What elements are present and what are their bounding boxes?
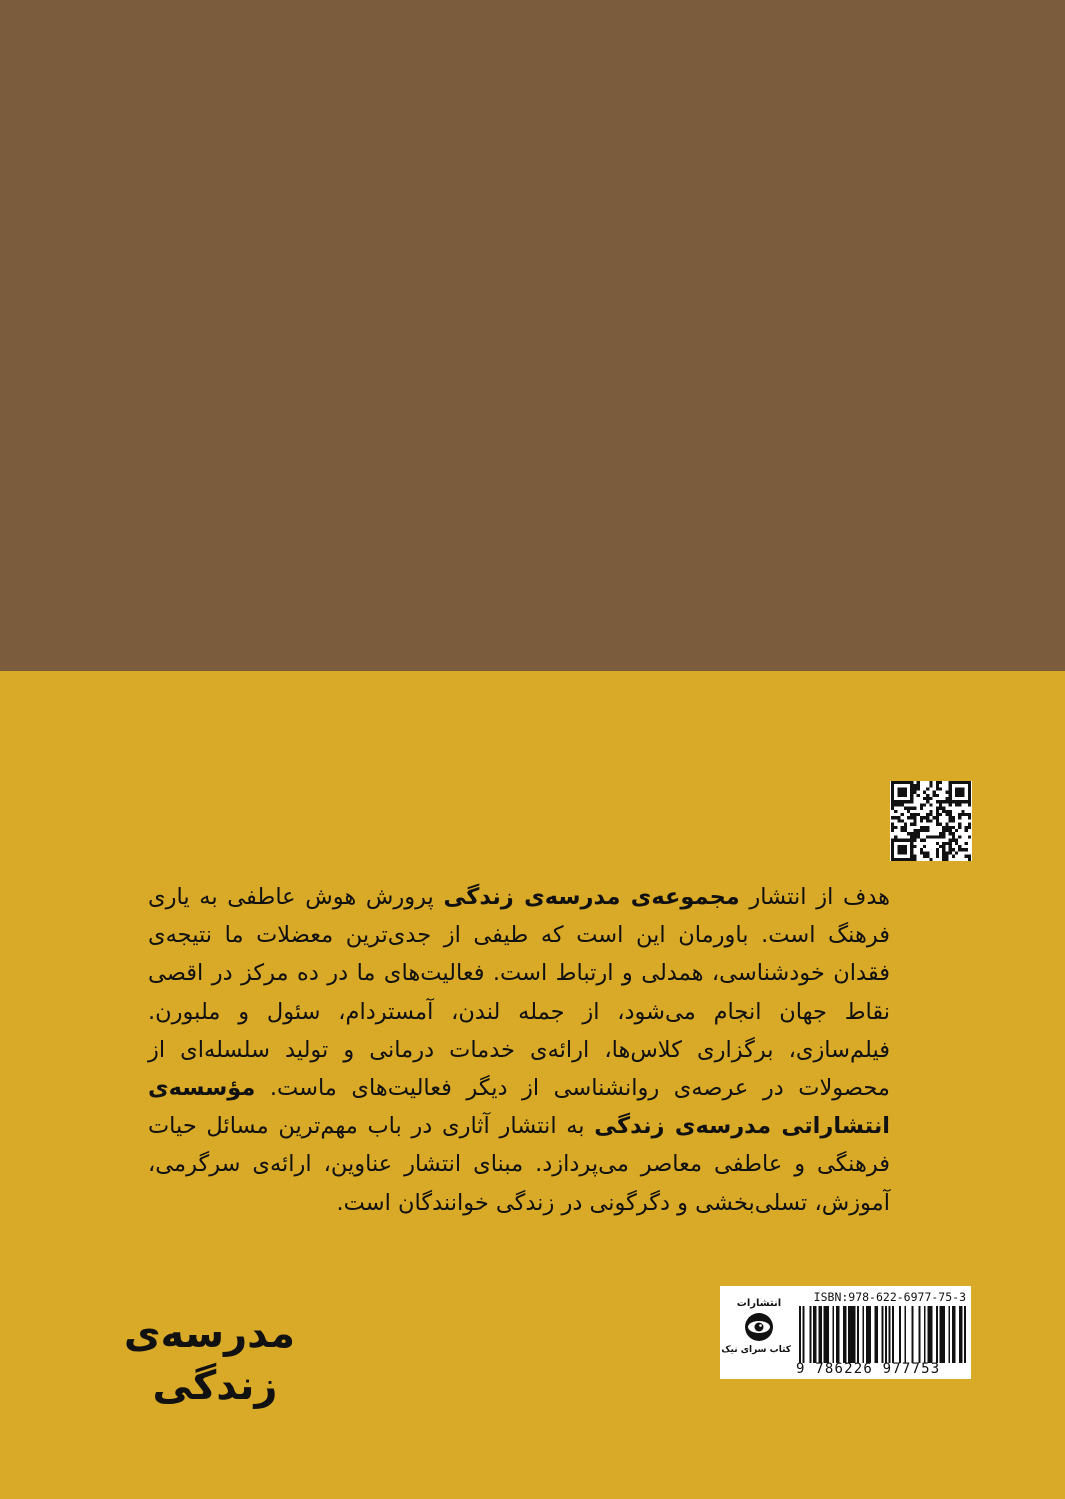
logo-line-1: مدرسه‌ی	[123, 1311, 295, 1357]
publisher-logo-bottom: کتاب سرای نیک	[721, 1345, 791, 1355]
school-of-life-logo	[123, 1308, 295, 1412]
blurb-part-2: پرورش هوش عاطفی به یاری فرهنگ است. باورمان این است که طیفی از جدی‌ترین معضلات ما نتیجه‌ی فقدان خودشناسی، همدلی و ارتباط است. فعالیت‌های ما در ده مرکز در اقصی نقاط جهان انجام می‌شود، از جمله لندن، آمستردام، سئول و ملبورن. فیلم‌سازی، برگزاری کلاس‌ها، ارائه‌ی خدمات درمانی و تولید سلسله‌ای از محصولات در عرصه‌ی روانشناسی از دیگر فعالیت‌های ماست.	[148, 884, 890, 1102]
top-color-panel	[0, 0, 1065, 671]
description-text	[148, 878, 890, 1222]
blurb-part-1: هدف از انتشار	[749, 884, 890, 910]
blurb-part-3: به انتشار آثاری در باب مهم‌ترین مسائل حیات فرهنگی و عاطفی معاصر می‌پردازد. مبنای انتشار عناوین، ارائه‌ی سرگرمی، آموزش، تسلی‌بخشی و دگرگونی در زندگی خوانندگان است.	[148, 1113, 890, 1216]
publisher-logo-top: انتشارات	[736, 1298, 782, 1309]
logo-line-2: زندگی	[152, 1363, 278, 1409]
series-name-bold: مجموعه‌ی مدرسه‌ی زندگی	[443, 884, 740, 910]
isbn-label: ISBN:978-622-6977-75-3	[813, 1290, 966, 1304]
publisher-logo	[721, 1298, 791, 1362]
publisher-name-bold: مؤسسه‌ی انتشاراتی مدرسه‌ی زندگی	[148, 1075, 891, 1140]
barcode-digits: 9 786226 977753	[796, 1361, 941, 1377]
eye-emblem-icon	[744, 1312, 774, 1342]
barcode-bars	[799, 1306, 966, 1363]
qr-code-icon	[890, 781, 972, 861]
